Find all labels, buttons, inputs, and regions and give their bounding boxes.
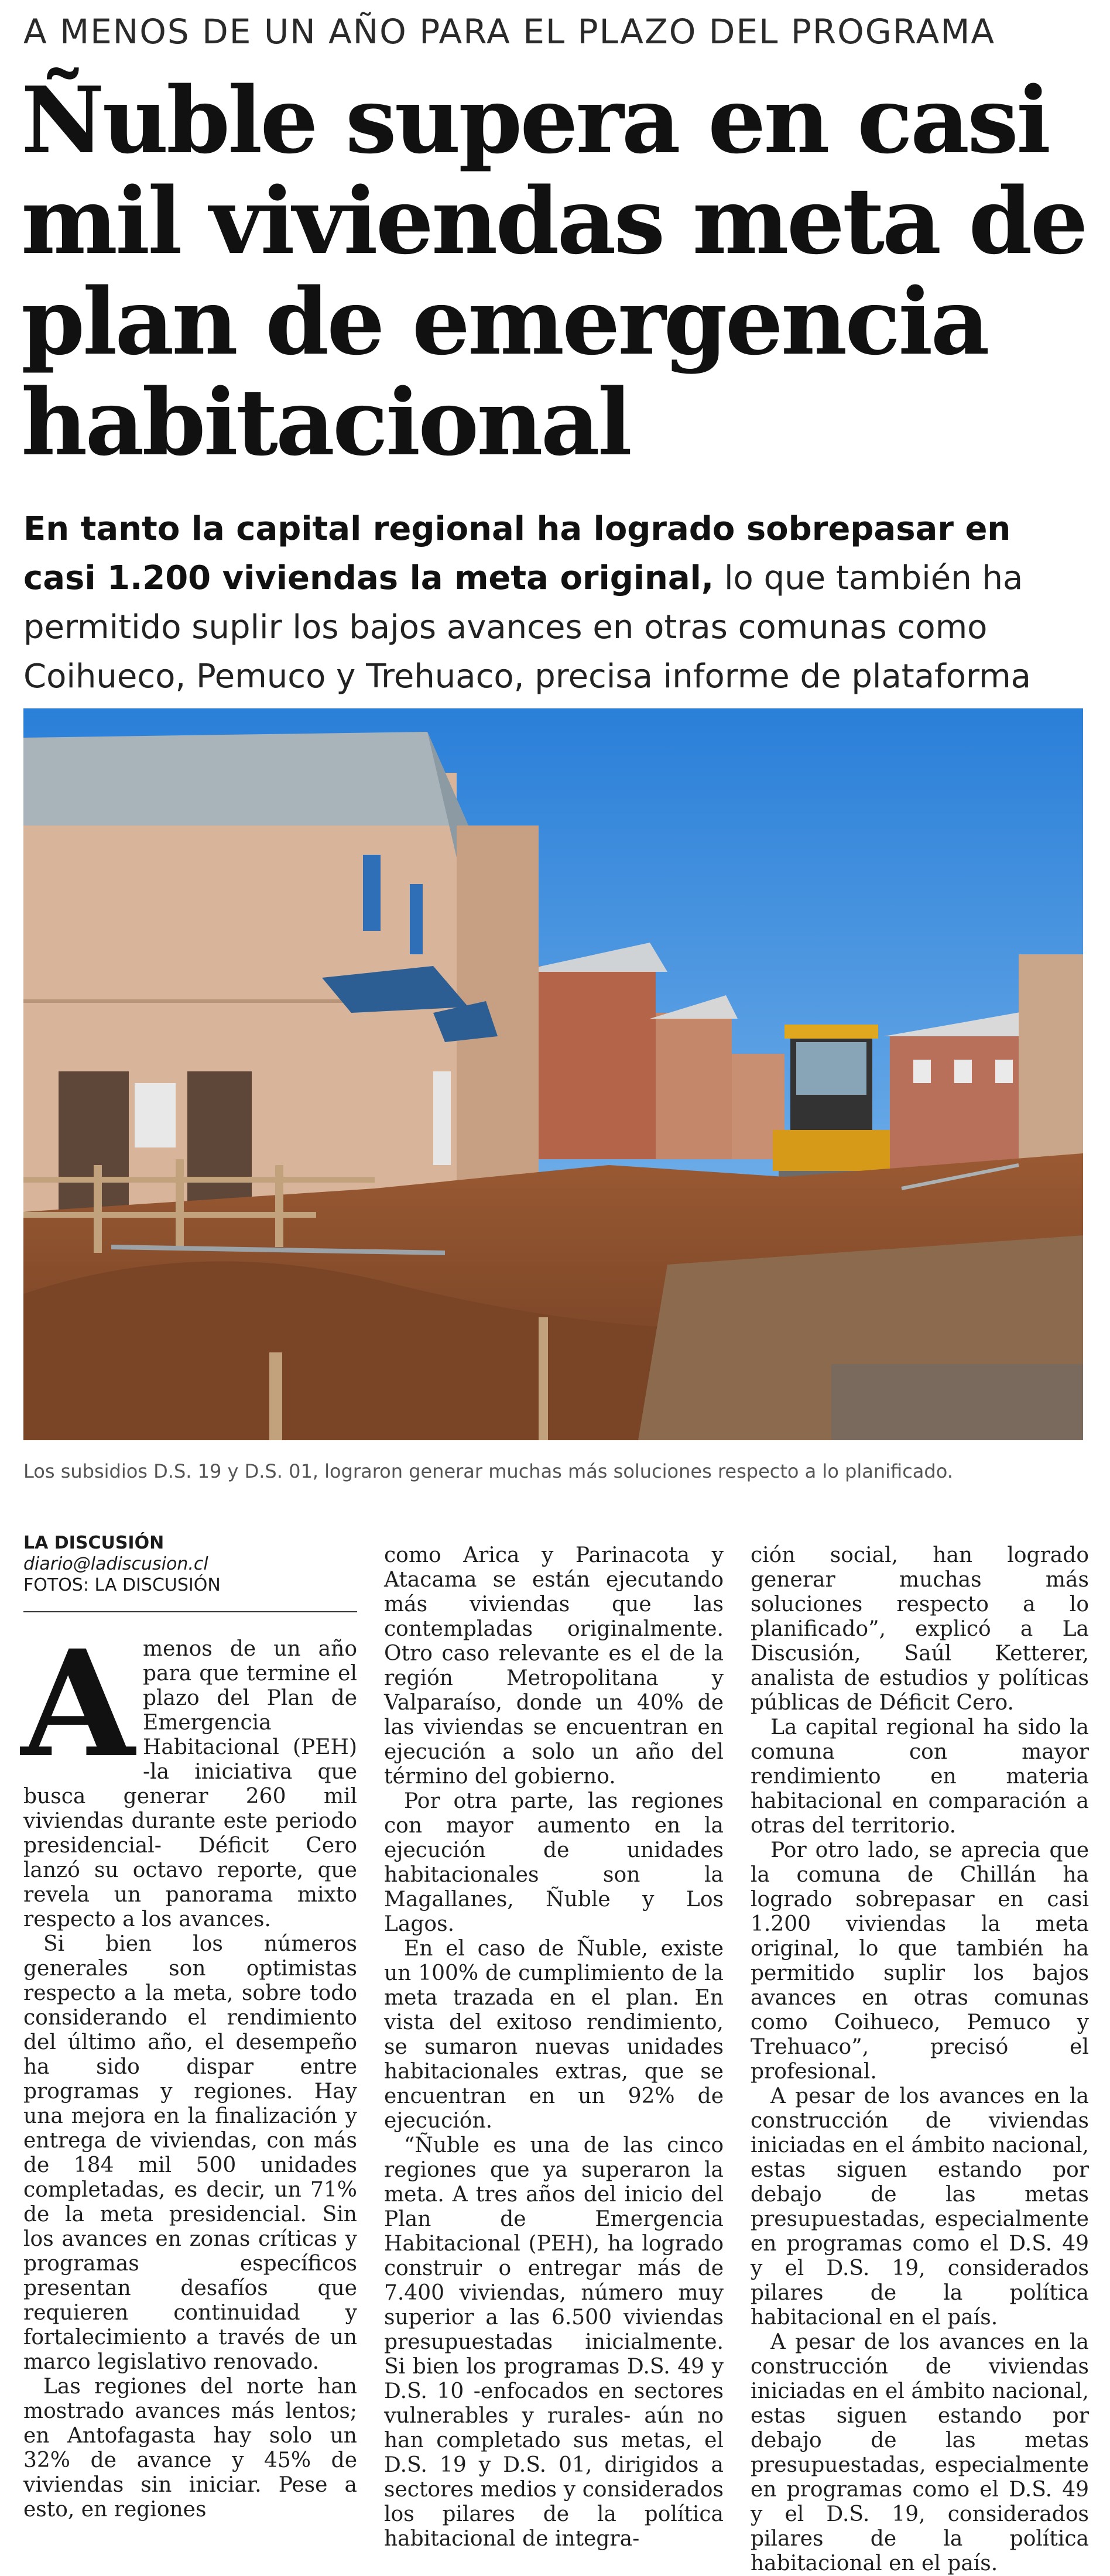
body-paragraph: En el caso de Ñuble, existe un 100% de cumplimiento de la meta trazada en el plan. En vista del exitoso rendimiento, se sumaron nuevas unidades habitacionales extras, que se encuentran en un 92% de ejecución. xyxy=(384,1937,724,2133)
article-photo xyxy=(23,708,1083,1440)
photo-caption: Los subsidios D.S. 19 y D.S. 01, lograron generar muchas más soluciones respecto a lo planificado. xyxy=(23,1460,953,1482)
body-paragraph: “Ñuble es una de las cinco regiones que ya superaron la meta. A tres años del inicio del Plan de Emergencia Habitacional (PEH), ha logrado construir o entregar más de 7.400 viviendas, número muy superior a las 6.500 viviendas presupuestadas inicialmente. Si bien los programas D.S. 49 y D.S. 10 -enfocados en sectores vulnerables y rurales- aún no han completado sus metas, el D.S. 19 y D.S. 01, dirigidos a sectores medios y considerados los pilares de la política habitacional de integra- xyxy=(384,2133,724,2551)
article-column-3 xyxy=(751,1543,1089,2576)
article-column-2 xyxy=(384,1543,724,2551)
body-paragraph: Amenos de un año para que termine el plazo del Plan de Emergencia Habitacional (PEH) -la iniciativa que busca generar 260 mil viviendas durante este periodo presidencial- Déficit Cero lanzó su octavo reporte, que revela un panorama mixto respecto a los avances. xyxy=(21,1618,357,1931)
body-paragraph: como Arica y Parinacota y Atacama se están ejecutando más viviendas que las contempladas originalmente. Otro caso relevante es el de la región Metropolitana y Valparaíso, donde un 40% de las viviendas se encuentran en ejecución a solo un año del término del gobierno. xyxy=(384,1543,724,1789)
kicker: A MENOS DE UN AÑO PARA EL PLAZO DEL PROGRAMA xyxy=(23,12,996,52)
byline-divider xyxy=(23,1611,357,1612)
body-paragraph: Si bien los números generales son optimistas respecto a la meta, sobre todo considerando el rendimiento del último año, el desempeño ha sido dispar entre programas y regiones. Hay una mejora en la finalización y entrega de viviendas, con más de 184 mil 500 unidades completadas, es decir, un 71% de la meta presidencial. Sin los avances en zonas críticas y programas específicos presentan desafíos que requieren continuidad y fortalecimiento a través de un marco legislativo renovado. xyxy=(23,1932,357,2374)
body-paragraph: A pesar de los avances en la construcción de viviendas iniciadas en el ámbito nacional, estas siguen estando por debajo de las metas presupuestadas, especialmente en programas como el D.S. 49 y el D.S. 19, considerados pilares de la política habitacional en el país. xyxy=(751,2330,1089,2575)
body-paragraph: A pesar de los avances en la construcción de viviendas iniciadas en el ámbito nacional, estas siguen estando por debajo de las metas presupuestadas, especialmente en programas como el D.S. 49 y el D.S. 19, considerados pilares de la política habitacional en el país. xyxy=(751,2084,1089,2330)
deck-bold: En tanto la capital regional ha logrado sobrepasar en casi 1.200 viviendas la meta original, xyxy=(23,510,1011,597)
construction-site-photo xyxy=(23,708,1083,1440)
byline xyxy=(23,1533,357,1596)
body-paragraph: Las regiones del norte han mostrado avances más lentos; en Antofagasta hay solo un 32% de avance y 45% de viviendas sin iniciar. Pese a esto, en regiones xyxy=(23,2375,357,2522)
headline: Ñuble supera en casi mil viviendas meta de plan de emergencia habitacional xyxy=(21,67,1086,476)
drop-cap: A xyxy=(21,1618,135,1790)
byline-photos: FOTOS: LA DISCUSIÓN xyxy=(23,1575,221,1595)
byline-org: LA DISCUSIÓN xyxy=(23,1533,165,1553)
body-paragraph: ción social, han logrado generar muchas más soluciones respecto a lo planificado”, explicó a La Discusión, Saúl Ketterer, analista de estudios y políticas públicas de Déficit Cero. xyxy=(751,1543,1089,1715)
deck-regular: lo que también ha permitido suplir los bajos avances en otras comunas como Coihueco, Pemuco y Trehuaco, precisa informe de plataforma xyxy=(23,559,1031,696)
body-paragraph: Por otro lado, se aprecia que la comuna de Chillán ha logrado sobrepasar en casi 1.200 viviendas la meta original, lo que también ha permitido suplir los bajos avances en otras comunas como Coihueco, Pemuco y Trehuaco”, precisó el profesional. xyxy=(751,1838,1089,2084)
article-column-1 xyxy=(21,1618,357,2522)
body-paragraph: La capital regional ha sido la comuna con mayor rendimiento en materia habitacional en comparación a otras del territorio. xyxy=(751,1715,1089,1838)
body-paragraph: Por otra parte, las regiones con mayor aumento en la ejecución de unidades habitacionales son la Magallanes, Ñuble y Los Lagos. xyxy=(384,1789,724,1936)
byline-email[interactable]: diario@ladiscusion.cl xyxy=(23,1554,208,1574)
